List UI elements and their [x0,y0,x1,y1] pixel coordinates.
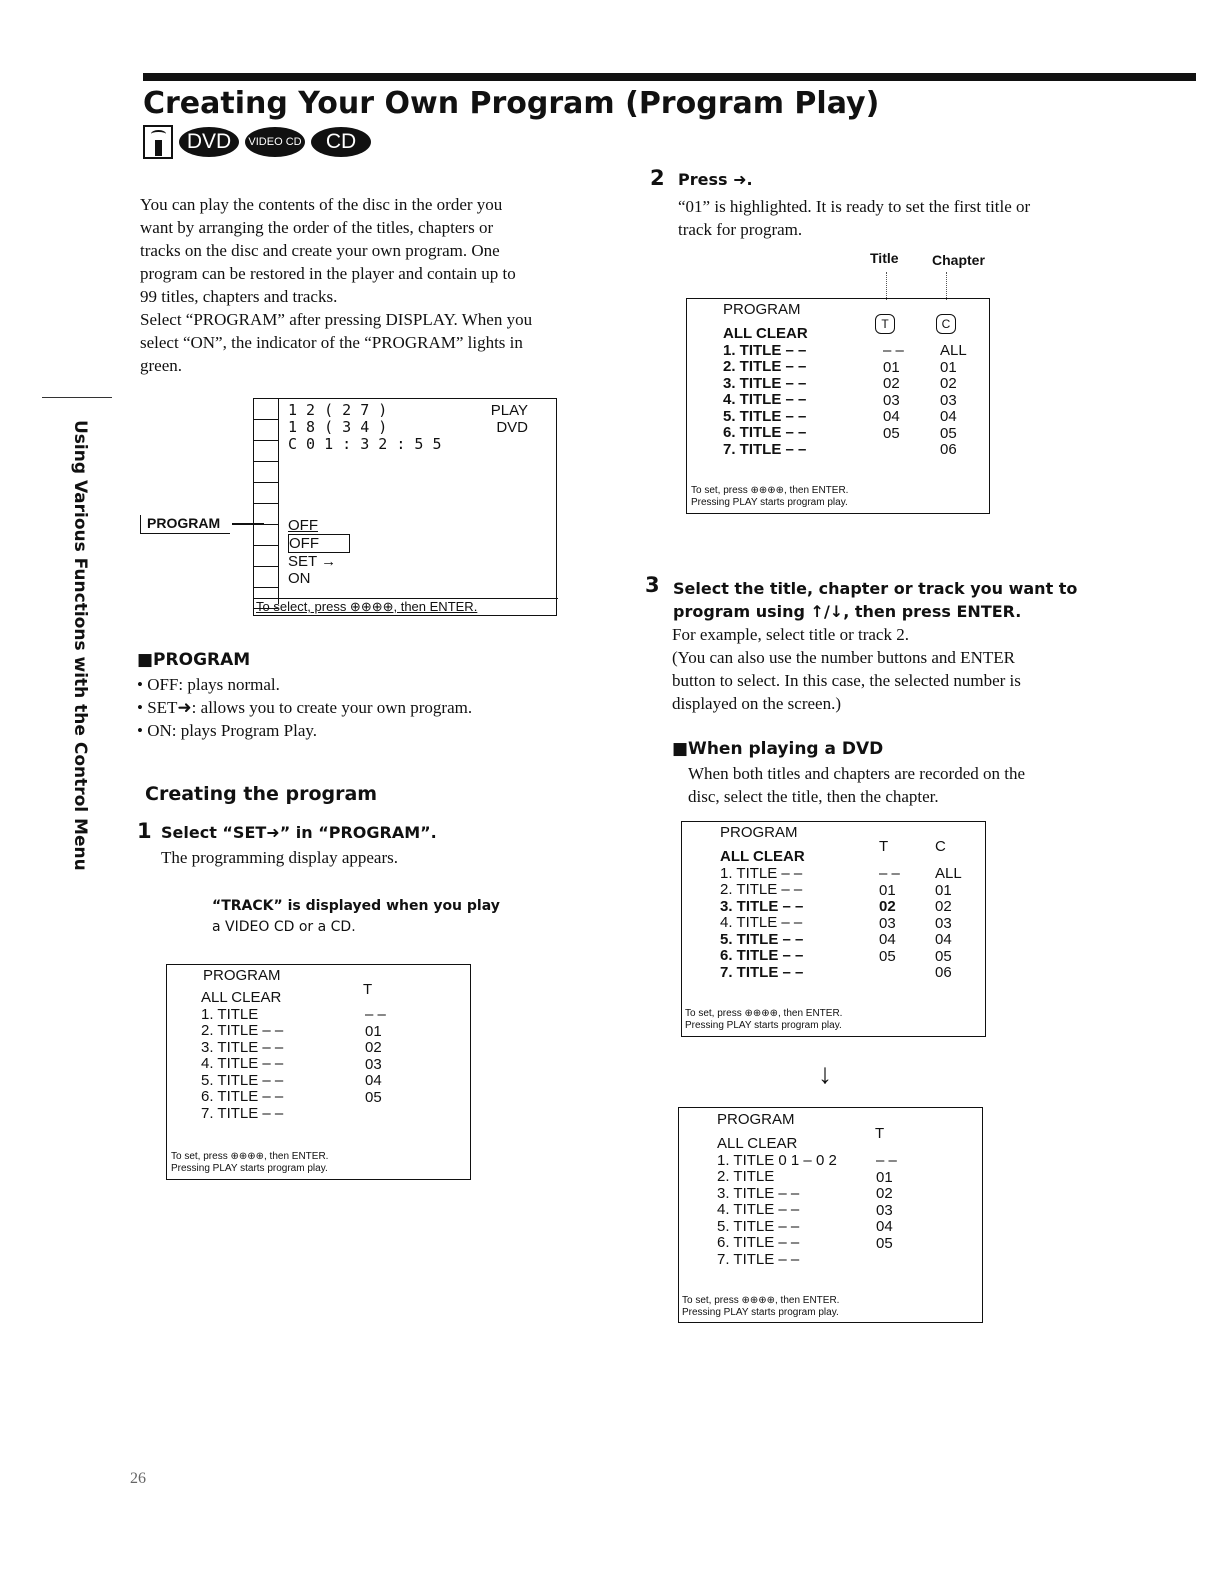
intro-line: Select “PROGRAM” after pressing DISPLAY. When you [140,310,533,329]
menu-icon-column [254,399,279,604]
control-menu-screen [253,398,557,616]
step-3-sub-line: button to select. In this case, the selected number is [672,671,1021,690]
screen-footer [691,485,848,509]
track-note-line: a VIDEO CD or a CD. [212,919,356,935]
value-cell[interactable]: 04 [883,408,900,425]
value-cell[interactable]: 05 [935,947,952,965]
dvd-badge: DVD [179,127,239,157]
value-cell[interactable]: 02 [883,375,900,392]
page-number: 26 [130,1470,146,1487]
program-row[interactable]: 7. TITLE – – [201,1104,284,1122]
value-cell[interactable]: 04 [879,931,896,948]
value-cell[interactable]: 05 [876,1234,893,1252]
chapter-callout: Chapter [932,252,985,268]
remote-icon [143,125,173,159]
screen-header: PROGRAM [717,1111,795,1128]
value-cell[interactable]: – – [883,342,904,359]
chapter-values [935,866,962,982]
value-cell[interactable]: 02 [879,898,896,915]
step-3-sub [672,623,1021,715]
program-menu-label: PROGRAM [140,515,230,534]
chapter-leader [946,272,947,300]
title-values [876,1153,897,1252]
all-clear-row[interactable]: ALL CLEAR [723,325,808,342]
footer-line: To set, press ⊕⊕⊕⊕, then ENTER. [682,1295,840,1306]
step-3-line: Select the title, chapter or track you want to [673,579,1078,598]
intro-paragraph [140,193,600,377]
program-row[interactable]: 1. TITLE – – [723,341,807,359]
intro-line: 99 titles, chapters and tracks. [140,287,338,306]
step-2-number: 2 [650,166,665,190]
step-1-sub: The programming display appears. [161,848,398,867]
footer-line: Pressing PLAY starts program play. [691,497,848,508]
value-cell[interactable]: 05 [883,424,900,442]
footer-line: Pressing PLAY starts program play. [171,1163,328,1174]
intro-line: You can play the contents of the disc in the order you [140,195,503,214]
intro-line: select “ON”, the indicator of the “PROGRAM” lights in [140,333,523,352]
title-badge: T [875,314,895,334]
value-cell[interactable]: 04 [876,1218,893,1235]
program-row[interactable]: 5. TITLE – – [723,407,807,425]
program-row[interactable]: 4. TITLE – – [720,914,803,931]
value-cell[interactable]: 03 [879,914,896,932]
menu-status-lines [288,402,442,453]
intro-line: green. [140,356,183,375]
value-cell[interactable]: 03 [940,391,957,409]
title-values [365,1007,386,1106]
value-cell[interactable]: 03 [876,1201,893,1219]
top-rule [143,73,1196,81]
program-row[interactable]: 2. TITLE – – [723,358,807,375]
dvd-line: disc, select the title, then the chapter. [688,787,939,806]
program-row[interactable]: 2. TITLE – – [201,1022,284,1039]
value-cell[interactable]: – – [879,865,900,882]
title-column-label: T [875,1125,885,1142]
program-rows [723,326,808,458]
intro-line: program can be restored in the player and contain up to [140,264,516,283]
program-row[interactable]: 1. TITLE [201,1005,259,1023]
dvd-text [688,762,1025,808]
all-clear-row[interactable]: ALL CLEAR [717,1135,798,1152]
title-callout: Title [870,250,899,266]
program-row[interactable]: 1. TITLE 0 1 – 0 2 [717,1151,837,1169]
step-3-sub-line: For example, select title or track 2. [672,625,909,644]
value-cell[interactable]: 05 [879,947,896,965]
program-row[interactable]: 3. TITLE – – [720,897,804,915]
intro-line: want by arranging the order of the titles, chapters or [140,218,494,237]
program-row[interactable]: 6. TITLE – – [723,424,807,441]
value-cell[interactable]: 02 [935,898,952,915]
value-cell[interactable]: 01 [940,358,957,376]
title-status: 1 2 ( 2 7 ) [288,401,388,419]
program-rows [717,1136,837,1268]
step-3-sub-line: displayed on the screen.) [672,694,841,713]
footer-line: Pressing PLAY starts program play. [685,1020,842,1031]
program-row[interactable]: 6. TITLE – – [717,1234,800,1251]
step-3-number: 3 [645,573,660,597]
program-row[interactable]: 3. TITLE – – [717,1184,800,1202]
chapter-badge: C [936,314,956,334]
value-cell[interactable]: 01 [365,1022,382,1040]
program-row[interactable]: 6. TITLE – – [201,1088,284,1105]
all-clear-row[interactable]: ALL CLEAR [201,989,282,1006]
value-cell[interactable]: 01 [935,881,952,899]
value-cell[interactable]: ALL [940,342,967,359]
program-rows [201,990,283,1122]
title-values [879,866,900,965]
step-2-text: Press ➜. [678,170,753,189]
program-row[interactable]: 7. TITLE – – [720,963,804,981]
program-screen-3 [681,821,986,1037]
program-row[interactable]: 6. TITLE – – [720,947,804,964]
track-note [212,896,500,938]
screen-footer [171,1151,328,1175]
value-cell[interactable]: 03 [883,391,900,409]
program-screen-1 [166,964,471,1180]
program-row[interactable]: 5. TITLE – – [720,930,804,948]
screen-header: PROGRAM [723,301,801,318]
program-options-list [137,673,472,742]
chapter-status: 1 8 ( 3 4 ) [288,418,388,436]
step-3-sub-line: (You can also use the number buttons and ENTER [672,648,1015,667]
program-screen-2 [686,298,990,514]
value-cell[interactable]: 03 [935,914,952,932]
footer-line: To set, press ⊕⊕⊕⊕, then ENTER. [691,485,849,496]
program-row[interactable]: 4. TITLE – – [717,1201,800,1218]
value-cell[interactable]: 06 [935,964,952,981]
screen-header: PROGRAM [720,824,798,841]
value-cell[interactable]: 01 [879,881,896,899]
chapter-column-label: C [935,838,946,855]
option-off[interactable]: OFF [288,534,350,553]
title-values [883,343,904,442]
program-row[interactable]: 2. TITLE – – [720,881,803,898]
footer-line: To set, press ⊕⊕⊕⊕, then ENTER. [685,1008,843,1019]
intro-line: tracks on the disc and create your own program. One [140,241,500,260]
value-cell[interactable]: 04 [935,931,952,948]
program-row[interactable]: 5. TITLE – – [717,1217,800,1235]
program-row[interactable]: 4. TITLE – – [201,1055,284,1072]
step-1-text: Select “SET➜” in “PROGRAM”. [161,823,437,842]
value-cell[interactable]: 02 [365,1039,382,1056]
value-cell[interactable]: 04 [365,1072,382,1089]
option-on[interactable]: ON [288,570,311,587]
program-row[interactable]: 1. TITLE – – [720,864,803,882]
list-item: • OFF: plays normal. [137,675,280,694]
step-3-line: program using ↑/↓, then press ENTER. [673,602,1022,621]
value-cell[interactable]: 05 [365,1088,382,1106]
value-cell[interactable]: 03 [365,1055,382,1073]
step-2-sub [678,195,1030,241]
title-column-label: T [879,838,889,855]
screen-footer [682,1295,839,1319]
value-cell[interactable]: 01 [883,358,900,376]
program-row[interactable]: 5. TITLE – – [201,1071,284,1089]
option-set[interactable]: SET → [288,553,337,570]
value-cell[interactable]: 02 [940,375,957,392]
step-2-line: “01” is highlighted. It is ready to set the first title or [678,197,1031,216]
section-sidebar: Using Various Functions with the Control Menu [70,420,90,871]
program-rows [720,849,805,981]
footer-line: To set, press ⊕⊕⊕⊕, then ENTER. [171,1151,329,1162]
list-item: • SET➜: allows you to create your own program. [137,698,473,717]
value-cell[interactable]: – – [365,1006,386,1023]
disc-type-label: DVD [496,419,528,436]
creating-heading: Creating the program [145,783,378,805]
value-cell[interactable]: 02 [876,1185,893,1202]
list-item: • ON: plays Program Play. [137,721,318,740]
cd-badge: CD [311,127,371,157]
time-status: C 0 1 : 3 2 : 5 5 [288,435,442,453]
down-arrow-icon: ↓ [818,1058,832,1089]
program-row[interactable]: 7. TITLE – – [723,440,807,458]
play-label: PLAY [490,402,528,419]
program-heading: ■PROGRAM [137,650,251,670]
step-3-text [673,577,1077,623]
program-row[interactable]: 3. TITLE – – [201,1038,284,1056]
value-cell[interactable]: 01 [876,1168,893,1186]
title-column-label: T [363,981,373,998]
value-cell[interactable]: 06 [940,441,957,458]
program-row[interactable]: 3. TITLE – – [723,374,807,392]
program-screen-4 [678,1107,983,1323]
value-cell[interactable]: 04 [940,408,957,425]
step-2-line: track for program. [678,220,803,239]
step-1-number: 1 [137,819,152,843]
option-current: OFF [288,517,318,534]
value-cell[interactable]: ALL [935,865,962,882]
program-row[interactable]: 7. TITLE – – [717,1250,800,1268]
footer-line: Pressing PLAY starts program play. [682,1307,839,1318]
program-row[interactable]: 4. TITLE – – [723,391,807,408]
label-connector [232,523,264,525]
dvd-line: When both titles and chapters are recorded on the [688,764,1026,783]
menu-footer: To select, press ⊕⊕⊕⊕, then ENTER. [254,598,558,615]
chapter-column-icon [936,313,956,334]
screen-footer [685,1008,842,1032]
screen-header: PROGRAM [203,967,281,984]
value-cell[interactable]: 05 [940,424,957,442]
program-options [288,517,350,587]
chapter-values [940,343,967,459]
play-status [491,402,528,436]
sidebar-rule [42,397,112,398]
track-note-line: “TRACK” is displayed when you play [212,898,500,914]
title-column-icon [875,313,895,334]
disc-badges [143,124,371,160]
page-title: Creating Your Own Program (Program Play) [143,86,880,121]
dvd-heading: ■When playing a DVD [672,739,884,759]
all-clear-row[interactable]: ALL CLEAR [720,848,805,865]
value-cell[interactable]: – – [876,1152,897,1169]
title-leader [886,272,887,300]
video-cd-badge: VIDEO CD [245,127,305,157]
program-row[interactable]: 2. TITLE [717,1168,775,1185]
